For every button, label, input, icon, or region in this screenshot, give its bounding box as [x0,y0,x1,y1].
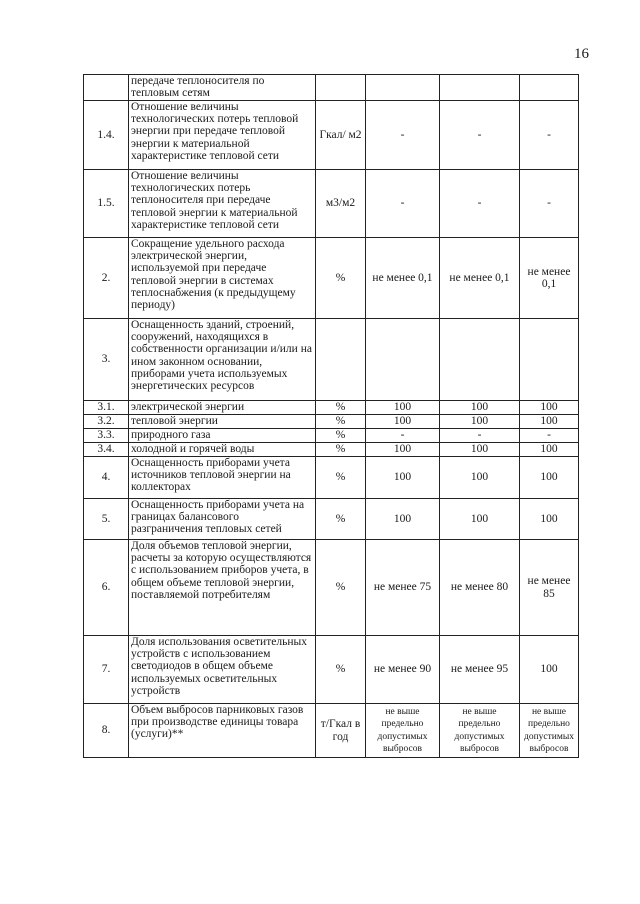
value-col-1 [366,75,440,101]
value-col-3: - [520,429,579,443]
table-row [84,238,579,319]
indicator-name: природного газа [129,429,316,443]
unit: % [316,457,366,499]
value-col-1: 100 [366,401,440,415]
indicator-name: тепловой энергии [129,415,316,429]
table-row [84,319,579,401]
value-col-1: - [366,429,440,443]
unit: м3/м2 [316,170,366,238]
value-col-2: 100 [440,457,520,499]
value-col-1 [366,319,440,401]
value-col-3: не выше предельно допустимых выбросов [520,704,579,758]
value-col-3: 100 [520,415,579,429]
unit [316,75,366,101]
unit: % [316,636,366,704]
row-number: 1.4. [84,101,129,170]
unit: % [316,415,366,429]
value-col-3: - [520,170,579,238]
value-col-1: не менее 75 [366,540,440,636]
row-number: 2. [84,238,129,319]
table-row [84,499,579,540]
unit: % [316,238,366,319]
indicators-table [83,74,579,758]
value-col-2: - [440,170,520,238]
row-number: 3. [84,319,129,401]
row-number: 8. [84,704,129,758]
row-number: 3.3. [84,429,129,443]
value-col-1: 100 [366,443,440,457]
table-row [84,170,579,238]
row-number [84,75,129,101]
indicator-name: Отношение величины технологических потерь тепловой энергии при передаче тепловой энергии к материальной характеристике тепловой сети [129,101,316,170]
row-number: 4. [84,457,129,499]
page-number: 16 [574,46,589,62]
indicator-name: электрической энергии [129,401,316,415]
indicator-name: Отношение величины технологических потерь теплоносителя при передаче тепловой энергии к материальной характеристике тепловой сети [129,170,316,238]
value-col-2: не выше предельно допустимых выбросов [440,704,520,758]
value-col-2: 100 [440,415,520,429]
unit: % [316,401,366,415]
indicator-name: Доля объемов тепловой энергии, расчеты за которую осуществляются с использованием приборов учета, в общем объеме тепловой энергии, поставляемой потребителям [129,540,316,636]
row-number: 6. [84,540,129,636]
table-row [84,101,579,170]
value-col-2 [440,75,520,101]
unit [316,319,366,401]
value-col-1: не менее 0,1 [366,238,440,319]
indicator-name: Сокращение удельного расхода электрической энергии, используемой при передаче тепловой энергии в системах теплоснабжения (к предыдущему периоду) [129,238,316,319]
value-col-2: - [440,101,520,170]
value-col-2: не менее 0,1 [440,238,520,319]
value-col-2: 100 [440,499,520,540]
row-number: 3.4. [84,443,129,457]
table-row [84,443,579,457]
value-col-3 [520,319,579,401]
value-col-1: не менее 90 [366,636,440,704]
table-row [84,429,579,443]
value-col-2: - [440,429,520,443]
value-col-1: 100 [366,415,440,429]
row-number: 3.2. [84,415,129,429]
indicator-name: Объем выбросов парниковых газов при производстве единицы товара (услуги)** [129,704,316,758]
value-col-2 [440,319,520,401]
indicator-name: холодной и горячей воды [129,443,316,457]
value-col-3: 100 [520,401,579,415]
unit: % [316,540,366,636]
indicator-name: Оснащенность приборами учета на границах балансового разграничения тепловых сетей [129,499,316,540]
table-row [84,540,579,636]
value-col-3: 100 [520,499,579,540]
value-col-2: не менее 80 [440,540,520,636]
value-col-2: не менее 95 [440,636,520,704]
value-col-1: 100 [366,499,440,540]
unit: % [316,429,366,443]
value-col-1: - [366,101,440,170]
value-col-1: не выше предельно допустимых выбросов [366,704,440,758]
value-col-1: 100 [366,457,440,499]
value-col-3: 100 [520,443,579,457]
indicator-name: Оснащенность приборами учета источников тепловой энергии на коллекторах [129,457,316,499]
value-col-3: не менее 0,1 [520,238,579,319]
row-number: 7. [84,636,129,704]
table-row [84,401,579,415]
indicator-name: Доля использования осветительных устройств с использованием светодиодов в общем объеме используемых осветительных устройств [129,636,316,704]
value-col-2: 100 [440,401,520,415]
table-row [84,636,579,704]
unit: % [316,443,366,457]
row-number: 1.5. [84,170,129,238]
value-col-3: 100 [520,457,579,499]
table-row [84,704,579,758]
row-number: 5. [84,499,129,540]
value-col-3 [520,75,579,101]
value-col-2: 100 [440,443,520,457]
value-col-3: - [520,101,579,170]
table-row [84,457,579,499]
table-row [84,75,579,101]
row-number: 3.1. [84,401,129,415]
value-col-1: - [366,170,440,238]
value-col-3: не менее 85 [520,540,579,636]
unit: % [316,499,366,540]
indicator-name: передаче теплоносителя по тепловым сетям [129,75,316,101]
value-col-3: 100 [520,636,579,704]
unit: Гкал/ м2 [316,101,366,170]
unit: т/Гкал в год [316,704,366,758]
table-row [84,415,579,429]
indicator-name: Оснащенность зданий, строений, сооружений, находящихся в собственности организации и/или на ином законном основании, приборами учета используемых энергетических ресурсов [129,319,316,401]
